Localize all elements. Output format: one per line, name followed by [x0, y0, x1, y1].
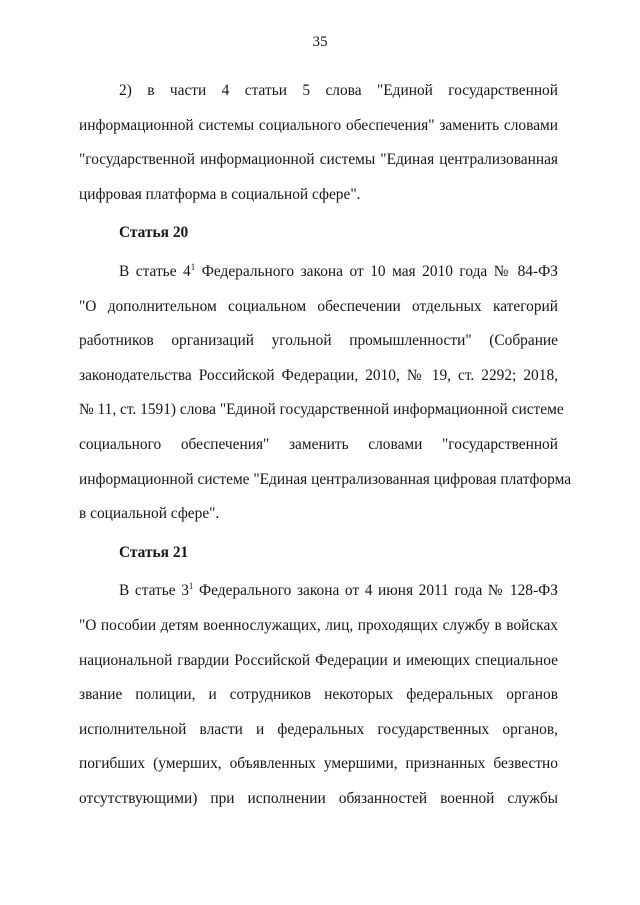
text-line: звание полиции, и сотрудников некоторых федеральных органов — [79, 686, 558, 704]
text-line: отсутствующими) при исполнении обязанностей военной службы — [79, 789, 558, 807]
text-line: законодательства Российской Федерации, 2010, № 19, ст. 2292; 2018, — [79, 366, 558, 384]
superscript: 1 — [190, 261, 196, 272]
article-heading: Статья 20 — [119, 224, 189, 242]
paragraph-item-2 — [79, 74, 558, 212]
text-line: "О дополнительном социальном обеспечении отдельных категорий — [79, 297, 558, 315]
text-line — [79, 574, 558, 609]
text-line: национальной гвардии Российской Федерации и имеющих специальное — [79, 651, 558, 669]
text-fragment: В статье 3 — [119, 582, 189, 600]
text-line: информационной системы социального обеспечения" заменить словами — [79, 116, 558, 134]
text-line: социального обеспечения" заменить словами "государственной — [79, 435, 558, 453]
text-line: погибших (умерших, объявленных умершими, признанных безвестно — [79, 755, 558, 773]
text-line: 2) в части 4 статьи 5 слова "Единой государственной — [119, 82, 558, 99]
text-line: информационной системе "Единая централизованная цифровая платформа — [79, 470, 572, 488]
text-fragment: Федерального закона от 10 мая 2010 года № 84-ФЗ — [195, 262, 558, 280]
text-line — [79, 255, 558, 290]
text-line: в социальной сфере". — [79, 505, 220, 523]
text-line: "О пособии детям военнослужащих, лиц, проходящих службу в войсках — [79, 616, 558, 634]
page-number: 35 — [312, 34, 328, 50]
text-fragment: Федерального закона от 4 июня 2011 года № 128-ФЗ — [193, 582, 558, 600]
document-body — [79, 74, 572, 816]
text-line: № 11, ст. 1591) слова "Единой государственной информационной системе — [79, 401, 564, 419]
text-line: исполнительной власти и федеральных государственных органов, — [79, 720, 558, 738]
text-line: цифровая платформа в социальной сфере". — [79, 185, 361, 203]
text-line: "государственной информационной системы "Единая централизованная — [79, 151, 558, 169]
text-line: работников организаций угольной промышленности" (Собрание — [79, 332, 558, 350]
article-20-text — [79, 255, 572, 532]
article-heading: Статья 21 — [119, 543, 189, 561]
superscript: 1 — [188, 581, 194, 592]
text-fragment: В статье 4 — [119, 262, 191, 280]
article-21-text — [79, 574, 558, 816]
